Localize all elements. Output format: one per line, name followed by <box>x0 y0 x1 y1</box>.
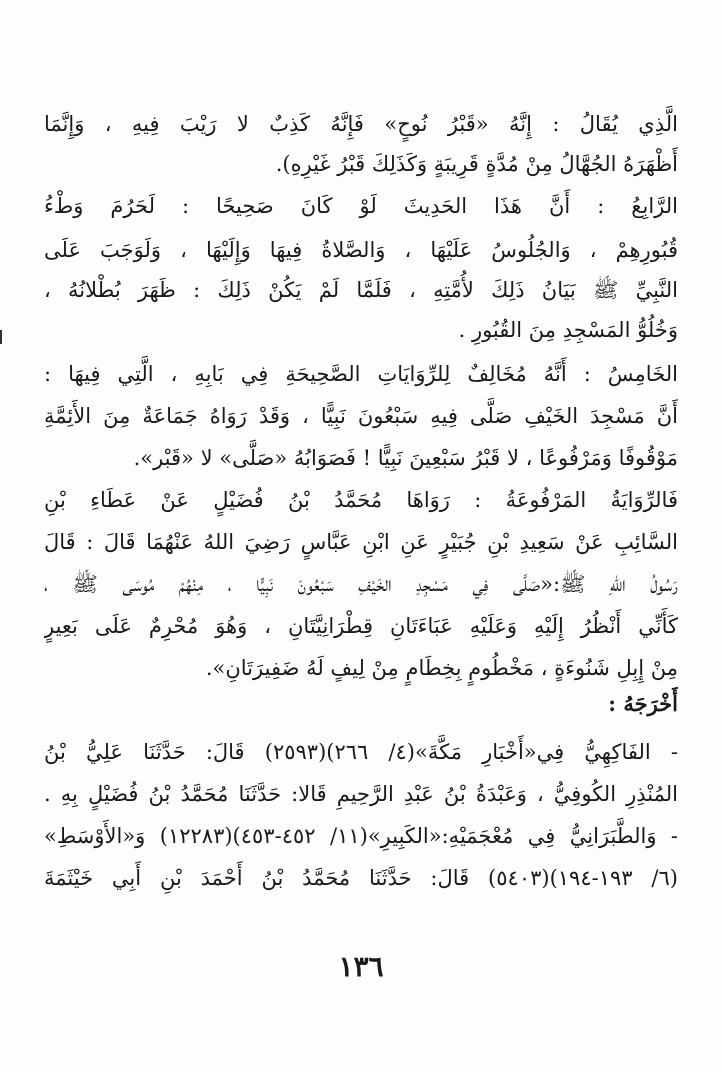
text-line-8: أَنَّ مَسْجِدَ الخَيْفِ صَلَّى فِيهِ سَبْعُونَ نَبِيًّا ، وَقَدْ رَوَاهُ جَمَاعَةٌ مِنَ الأَئِمَّةِ <box>44 404 678 428</box>
text-line-6: وَخُلُوُّ المَسْجِدِ مِنَ القُبُورِ . <box>458 318 678 342</box>
text-line-12: رَسُولُ اللهِ ﷺ:«صَلَّى فِي مَسْجِدِ الخَيْفِ سَبْعُونَ نَبِيًّا ، مِنْهُمْ مُوسَى ﷺ ، <box>44 572 678 596</box>
text-line-2: أَظْهَرَهُ الجُهَّالُ مِنْ مُدَّةٍ قَرِيبَةٍ وَكَذَلِكَ قَبْرُ غَيْرِهِ). <box>275 152 678 176</box>
text-line-3: الرَّابِعُ : أَنَّ هَذَا الحَدِيثَ لَوْ كَانَ صَحِيحًا : لَحَرُمَ وَطْءُ <box>44 194 678 218</box>
body-text <box>44 104 678 944</box>
text-line-18: - وَالطَّبَرَانِيُّ فِي مُعْجَمَيْهِ:«الكَبِيرِ»(١١/ ٤٥٢-٤٥٣)(١٢٢٨٣) وَ«الأَوْسَطِ» <box>44 824 678 848</box>
text-line-16: - الفَاكِهِيُّ فِي«أَخْبَارِ مَكَّةَ»(٤/ ٢٦٦)(٢٥٩٣) قَالَ: حَدَّثَنَا عَلِيُّ بْنُ <box>44 740 678 764</box>
text-line-7: الخَامِسُ : أَنَّهُ مُخَالِفٌ لِلرِّوَايَاتِ الصَّحِيحَةِ فِي بَابِهِ ، الَّتِي فِيهَا : <box>44 362 678 386</box>
text-line-10: فَالرِّوَايَةُ المَرْفُوعَةُ : رَوَاهَا مُحَمَّدُ بْنُ فُضَيْلٍ عَنْ عَطَاءِ بْنِ <box>44 488 678 512</box>
page-number: ١٣٦ <box>338 950 384 983</box>
margin-mark <box>0 330 2 344</box>
text-line-11: السَّائِبِ عَنْ سَعِيدِ بْنِ جُبَيْرٍ عَنِ ابْنِ عَبَّاسٍ رَضِيَ اللهُ عَنْهُمَا قَالَ : قَالَ <box>44 530 678 554</box>
text-line-1: الَّذِي يُقَالُ : إِنَّهُ «قَبْرُ نُوحٍ» فَإِنَّهُ كَذِبٌ لا رَيْبَ فِيهِ ، وَإِنَّمَا <box>44 112 678 136</box>
text-line-19: (٦/ ١٩٣-١٩٤)(٥٤٠٣) قَالَ: حَدَّثَنَا مُحَمَّدُ بْنُ أَحْمَدَ بْنِ أَبِي خَيْثَمَةَ <box>44 866 678 890</box>
text-line-4: قُبُورِهِمْ ، وَالجُلُوسُ عَلَيْهَا ، وَالصَّلاةُ فِيهَا وَإِلَيْهَا ، وَلَوَجَبَ عَلَى <box>44 238 678 262</box>
text-line-9: مَوْقُوفًا وَمَرْفُوعًا ، لا قَبْرُ سَبْعِينَ نَبِيًّا ! فَصَوَابُهُ «صَلَّى» لا «قَبْر». <box>133 446 678 470</box>
text-line-17: المُنْذِرِ الكُوفِيُّ ، وَعَبْدَةُ بْنُ عَبْدِ الرَّحِيمِ قَالا: حَدَّثَنَا مُحَمَّدُ بْنُ فُضَيْلٍ بِهِ . <box>44 782 678 806</box>
text-line-5: النَّبِيِّ ﷺ بَيَانُ ذَلِكَ لأُمَّتِهِ ، فَلَمَّا لَمْ يَكُنْ ذَلِكَ : ظَهَرَ بُطْلانُهُ ، <box>44 278 678 302</box>
text-line-13: كَأَنِّي أَنْظُرُ إِلَيْهِ وَعَلَيْهِ عَبَاءَتَانِ قِطْرَانِيَّتَانِ ، وَهُوَ مُحْرِمٌ عَلَى بَعِيرٍ <box>44 614 678 638</box>
section-heading: أَخْرَجَهُ : <box>608 691 678 716</box>
text-line-14: مِنْ إِبِلِ شَنُوءَةٍ ، مَخْطُومٍ بِخِطَامٍ مِنْ لِيفٍ لَهُ ضَفِيرَتَانِ». <box>205 656 678 680</box>
